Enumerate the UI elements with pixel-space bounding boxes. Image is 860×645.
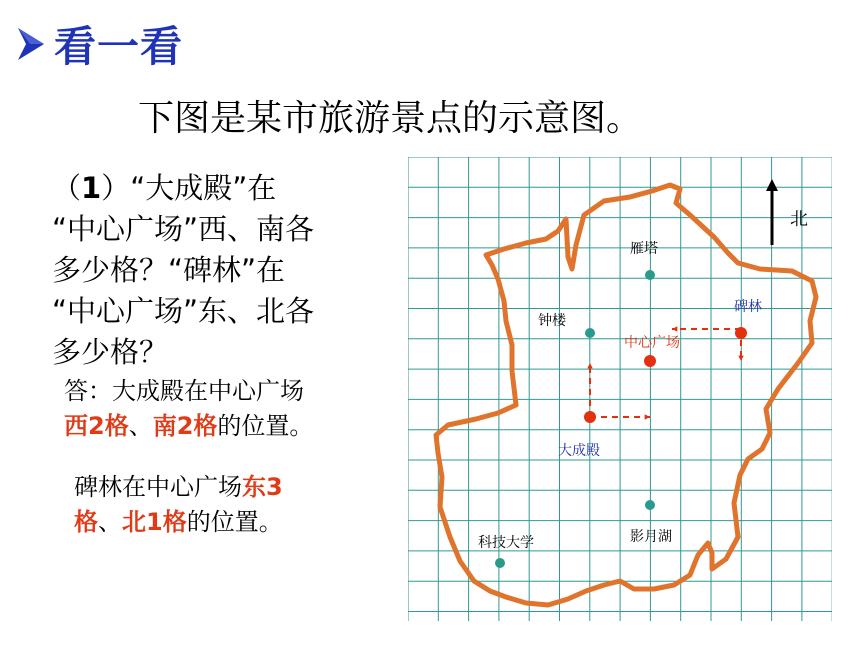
label-zhonglou: 钟楼: [538, 313, 566, 329]
question-line-2: “中心广场”西、南各: [52, 212, 315, 246]
city-map: [408, 157, 832, 621]
label-beilin: 碑林: [734, 299, 762, 315]
north-label: 北: [790, 209, 808, 230]
question-line-4: “中心广场”东、北各: [52, 294, 315, 328]
answer-dachengdian: 答：大成殿在中心广场 西2格、南2格的位置。: [64, 377, 314, 440]
north-arrow-icon: [766, 179, 778, 191]
dot-university: [495, 558, 505, 568]
dot-yanta: [645, 270, 655, 280]
question-line-3: 多少格？“碑林”在: [52, 253, 286, 287]
dot-zhonglou: [585, 328, 595, 338]
subtitle: 下图是某市旅游景点的示意图。: [138, 98, 643, 139]
label-yingyuehu: 影月湖: [630, 529, 672, 545]
grid-lines: [408, 157, 832, 621]
slide-heading: [14, 14, 183, 74]
label-dachengdian: 大成殿: [558, 443, 600, 459]
question-line-1: （1）“大成殿”在: [52, 171, 277, 205]
label-university: 科技大学: [478, 535, 534, 551]
arrow-beilin-west: [672, 326, 741, 331]
label-center-square: 中心广场: [624, 335, 680, 351]
dot-beilin: [735, 327, 747, 339]
map-grid: [408, 157, 832, 621]
dot-dachengdian: [584, 411, 596, 423]
answer-beilin: 碑林在中心广场东3 格、北1格的位置。: [74, 473, 283, 536]
question-text: [52, 168, 392, 373]
label-yanta: 雁塔: [630, 241, 658, 257]
dot-center-square: [644, 355, 656, 367]
dot-yingyuehu: [645, 500, 655, 510]
place-dots: [495, 270, 747, 568]
arrowhead-bullet-icon: [14, 24, 48, 64]
slide-title: 看一看: [54, 22, 184, 71]
question-line-5: 多少格？: [52, 335, 169, 369]
